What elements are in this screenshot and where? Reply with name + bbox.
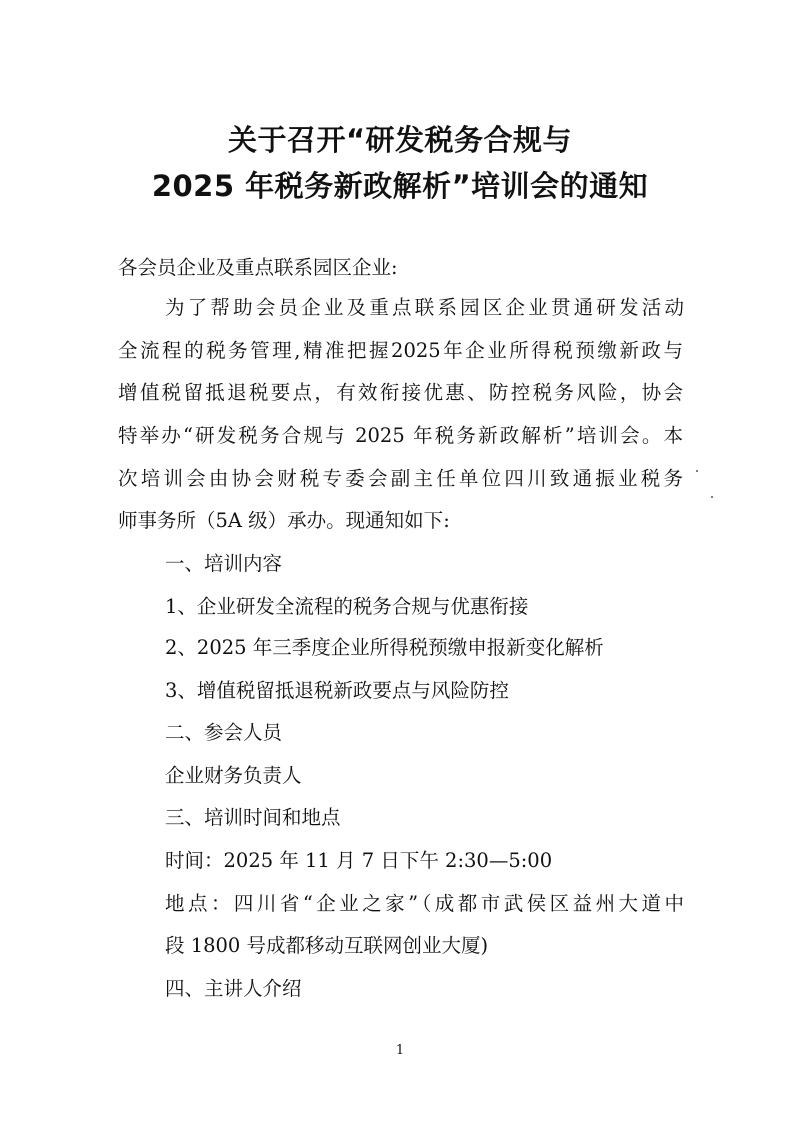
training-place-line-2: 段 1800 号成都移动互联网创业大厦) (165, 934, 489, 957)
intro-line-2: 全流程的税务管理,精准把握2025年企业所得税预缴新政与 (118, 339, 683, 362)
section-heading-training-content: 一、培训内容 (165, 552, 283, 575)
scan-speck (711, 496, 713, 498)
intro-line-6: 师事务所（5A 级）承办。现通知如下: (118, 509, 450, 532)
section-heading-time-place: 三、培训时间和地点 (165, 806, 341, 829)
training-item-3: 3、增值税留抵退税新政要点与风险防控 (165, 679, 509, 702)
training-place-line-1: 地点：四川省“企业之家”（成都市武侯区益州大道中 (165, 892, 684, 915)
participants-text: 企业财务负责人 (165, 764, 302, 787)
scan-speck (696, 470, 698, 472)
section-heading-participants: 二、参会人员 (165, 721, 283, 744)
intro-line-1: 为了帮助会员企业及重点联系园区企业贯通研发活动 (165, 296, 684, 319)
training-item-1: 1、企业研发全流程的税务合规与优惠衔接 (165, 595, 529, 618)
training-item-2: 2、2025 年三季度企业所得税预缴申报新变化解析 (165, 636, 604, 659)
salutation: 各会员企业及重点联系园区企业: (118, 256, 398, 279)
training-time: 时间：2025 年 11 月 7 日下午 2:30—5:00 (165, 849, 553, 872)
section-heading-speaker: 四、主讲人介绍 (165, 977, 302, 1000)
intro-line-4: 特举办“研发税务合规与 2025 年税务新政解析”培训会。本 (118, 424, 683, 447)
intro-line-3: 增值税留抵退税要点，有效衔接优惠、防控税务风险，协会 (118, 381, 683, 404)
page-number: 1 (395, 1043, 405, 1058)
notice-title-line-1: 关于召开“研发税务合规与 (227, 123, 573, 157)
intro-line-5: 次培训会由协会财税专委会副主任单位四川致通振业税务 (118, 467, 683, 490)
notice-title-line-2: 2025 年税务新政解析”培训会的通知 (151, 169, 649, 203)
